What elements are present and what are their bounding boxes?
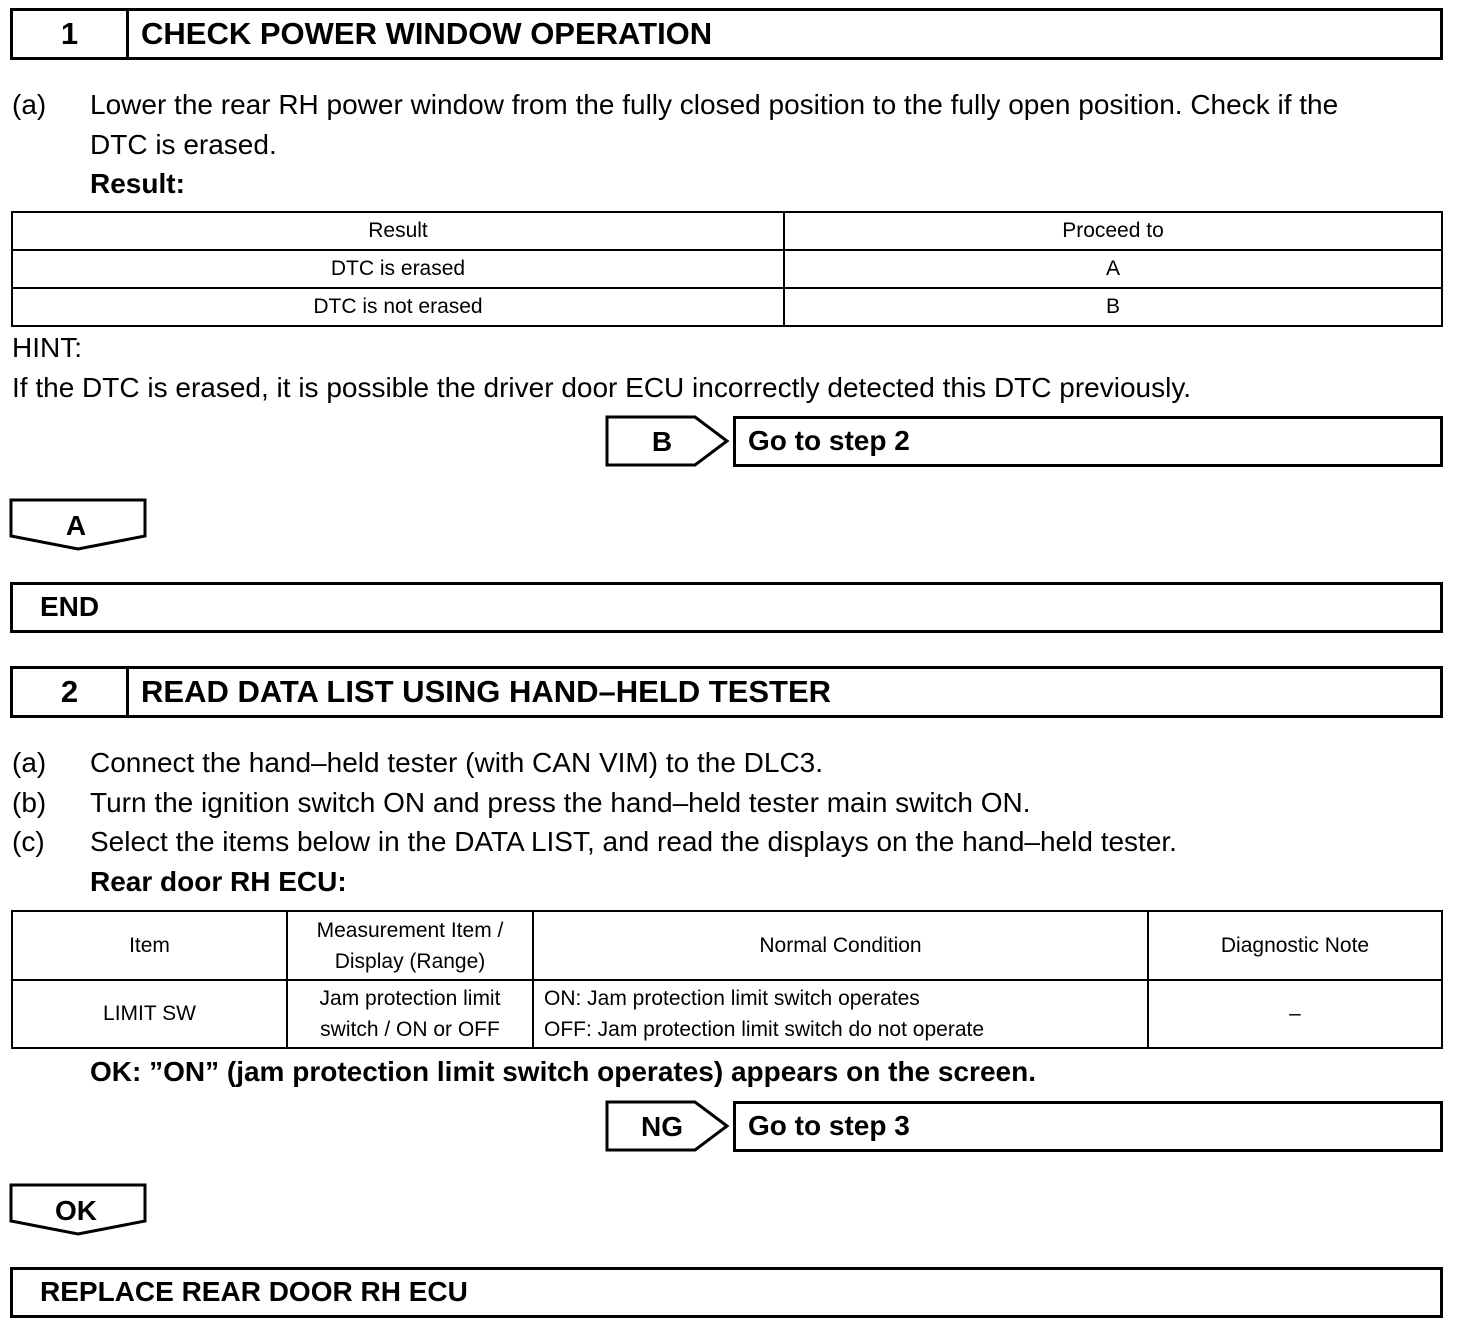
step-1-a-label: (a) [12,89,47,120]
step-2-title: READ DATA LIST USING HAND–HELD TESTER [141,674,832,709]
data-list-table [11,910,1443,1049]
go-to-step-3: Go to step 3 [733,1101,1443,1152]
replace-ecu-box: REPLACE REAR DOOR RH ECU [10,1267,1443,1318]
result-heading: Result: [90,168,185,199]
step-1-number: 1 [13,11,129,57]
table-header-row [12,212,1442,250]
down-label-a: A [65,510,87,541]
table-header-cell: Diagnostic Note [1148,911,1442,980]
step-2-a-text: Connect the hand–held tester (with CAN VIM) to the DLC3. [90,747,824,778]
down-label-ok: OK [55,1195,97,1226]
cell-line: Jam protection limit [319,987,501,1010]
table-cell: LIMIT SW [12,980,287,1048]
table-header-cell: Proceed to [784,212,1442,250]
step-2-a-label: (a) [12,747,47,778]
cell-line: ON: Jam protection limit switch operates [544,987,920,1010]
table-header-row [12,911,1442,980]
table-row [12,980,1442,1048]
branch-label-ng: NG [641,1111,683,1142]
ecu-heading: Rear door RH ECU: [90,866,347,897]
branch-label-b: B [651,426,673,457]
table-cell [287,980,533,1048]
down-arrow-ok [9,1183,149,1237]
header-line: Display (Range) [334,949,486,973]
step-2-c-text: Select the items below in the DATA LIST, and read the displays on the hand–held tester. [90,826,1177,857]
result-table [11,211,1443,327]
hint-label: HINT: [12,332,82,363]
step-2-b-label: (b) [12,787,47,818]
cell-line: OFF: Jam protection limit switch do not operate [544,1018,985,1041]
cell-line: switch / ON or OFF [320,1018,500,1041]
table-row [12,250,1442,288]
end-box: END [10,582,1443,633]
table-header-cell: Result [12,212,784,250]
table-header-cell [287,911,533,980]
step-1-a-line-1: Lower the rear RH power window from the fully closed position to the fully open position. Check if the [90,89,1339,120]
step-1-header [10,8,1443,60]
branch-arrow-b [605,415,731,467]
table-header-cell: Item [12,911,287,980]
table-cell [533,980,1148,1048]
step-2-number: 2 [13,669,129,715]
table-cell: A [784,250,1442,288]
table-row [12,288,1442,326]
go-to-step-2: Go to step 2 [733,416,1443,467]
step-2-header [10,666,1443,718]
branch-arrow-ng [605,1100,731,1152]
hint-text: If the DTC is erased, it is possible the driver door ECU incorrectly detected this DTC previously. [12,372,1192,403]
table-cell: B [784,288,1442,326]
table-cell: DTC is erased [12,250,784,288]
table-cell: – [1148,980,1442,1048]
ok-condition: OK: ”ON” (jam protection limit switch operates) appears on the screen. [90,1056,1036,1087]
step-1-a-line-2: DTC is erased. [90,129,277,160]
table-header-cell: Normal Condition [533,911,1148,980]
step-2-c-label: (c) [12,826,45,857]
table-cell: DTC is not erased [12,288,784,326]
step-2-b-text: Turn the ignition switch ON and press the hand–held tester main switch ON. [90,787,1031,818]
step-1-title: CHECK POWER WINDOW OPERATION [141,16,713,51]
down-arrow-a [9,498,149,552]
header-line: Measurement Item / [316,918,504,942]
